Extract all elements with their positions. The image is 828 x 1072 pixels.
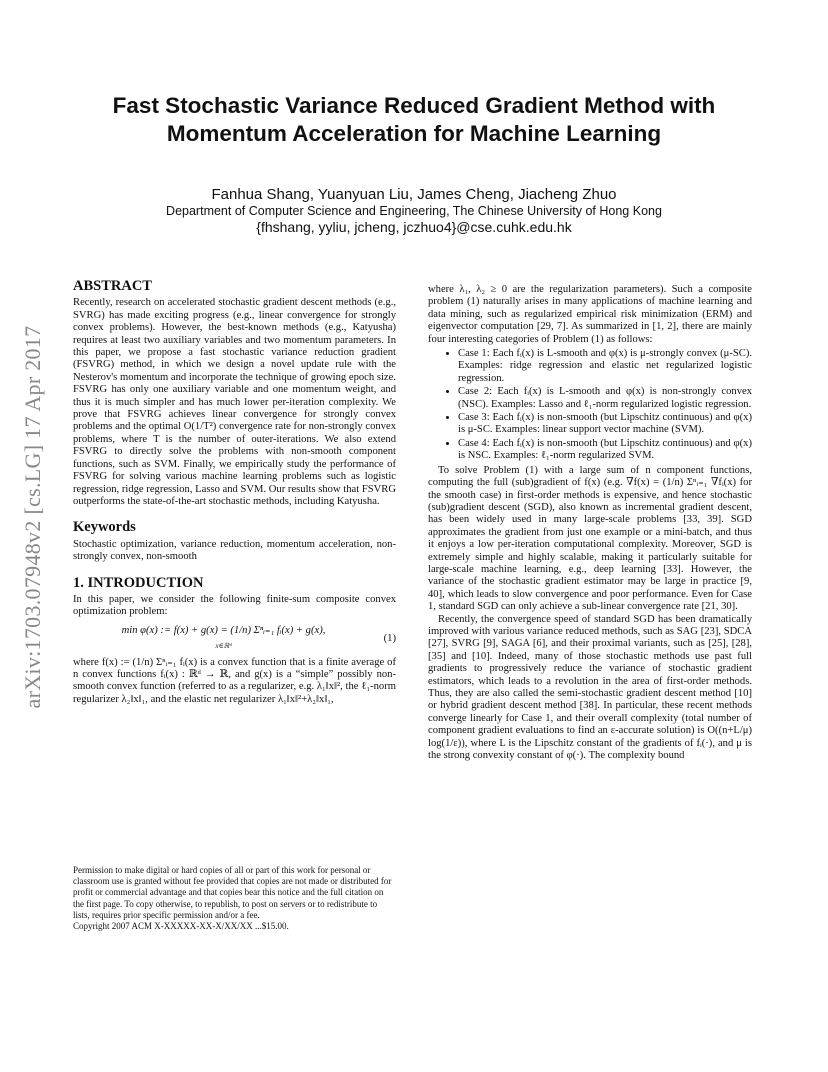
- arxiv-sidebar-stamp: [12, 282, 54, 752]
- right-paragraph-3: Recently, the convergence speed of standard SGD has been dramatically improved with various variance reduced methods, such as SAG [23], SDCA [27], SVRG [9], SAGA [6], and their proximal variants, such as [25], [28], [35] and [10]. Indeed, many of those stochastic methods use past full gradients to progressively reduce the variance of stochastic gradient estimators, which leads to a revolution in the area of first-order methods. Thus, they are also called the semi-stochastic gradient descent method [10] or hybrid gradient descent method [38]. In particular, these recent methods converge linearly for Case 1, and their overall complexity (total number of component gradient evaluations to find an ε-accurate solution) is O((n+L/μ) log(1/ε)), where L is the Lipschitz constant of the gradients of fᵢ(·), and μ is the strong convexity constant of φ(·). The complexity bound: [428, 613, 752, 762]
- copyright-text: Copyright 2007 ACM X-XXXXX-XX-X/XX/XX ...$15.00.: [73, 921, 289, 932]
- equation-1-body: min φ(x) := f(x) + g(x) = (1/n) Σⁿᵢ₌₁ fᵢ(x) + g(x),: [121, 624, 326, 636]
- title-line-2: Momentum Acceleration for Machine Learning: [166, 121, 662, 146]
- authors: Fanhua Shang, Yuanyuan Liu, James Cheng, Jiacheng Zhuo: [211, 186, 617, 203]
- left-column: [73, 280, 396, 706]
- right-paragraph-1: where λ₁, λ₂ ≥ 0 are the regularization parameters). Such a composite problem (1) naturally arises in many applications of machine learning and data mining, such as regularized empirical risk minimization (ERM) and eigenvector computation [29, 7]. As summarized in [1, 2], there are mainly four interesting categories of Problem (1) as follows:: [428, 284, 752, 345]
- paper-title: [40, 92, 788, 148]
- title-line-1: Fast Stochastic Variance Reduced Gradient Method with: [112, 93, 716, 118]
- arxiv-id: arXiv:1703.07948v2 [cs.LG] 17 Apr 2017: [20, 325, 45, 709]
- problem-cases-list: [428, 348, 752, 463]
- equation-1-subscript: x∈ℝᵈ: [215, 642, 232, 651]
- equation-1-number: (1): [383, 632, 396, 644]
- permission-footnote: [73, 865, 396, 932]
- equation-1: [73, 625, 396, 653]
- keywords-text: Stochastic optimization, variance reduction, momentum acceleration, non-strongly convex, non-smooth: [73, 538, 396, 563]
- case-2-item: • Case 2: Each fᵢ(x) is L-smooth and φ(x) is non-strongly convex (NSC). Examples: Lasso and ℓ₁-norm regularized logistic regression.: [458, 386, 752, 411]
- abstract-text: Recently, research on accelerated stochastic gradient descent methods (e.g., SVRG) has made exciting progress (e.g., linear convergence for strongly convex problems). However, the best-known methods (e.g., Katyusha) requires at least two auxiliary variables and two momentum parameters. In this paper, we propose a fast stochastic variance reduction gradient (FSVRG) method, in which we design a novel update rule with the Nesterov's momentum and incorporate the technique of growing epoch size. FSVRG has only one auxiliary variable and one momentum weight, and thus it is much simpler and has much lower per-iteration complexity. We prove that FSVRG achieves linear convergence for strongly convex problems and the optimal O(1/T²) convergence rate for non-strongly convex problems, where T is the number of outer-iterations. We also extend FSVRG to directly solve the problems with non-smooth component functions, such as SVM. Finally, we empirically study the performance of FSVRG for solving various machine learning problems such as logistic regression, ridge regression, Lasso and SVM. Our results show that FSVRG outperforms the state-of-the-art stochastic methods, including Katyusha.: [73, 297, 396, 507]
- intro-paragraph-2: where f(x) := (1/n) Σⁿᵢ₌₁ fᵢ(x) is a convex function that is a finite average of n convex functions fᵢ(x) : ℝᵈ → ℝ, and g(x) is a “simple” possibly non-smooth convex function (referred to as a regularizer, e.g. λ₁‖x‖², the ℓ₁-norm regularizer λ₂‖x‖₁, and the elastic net regularizer λ₁‖x‖²+λ₂‖x‖₁,: [73, 656, 396, 705]
- keywords-heading: Keywords: [73, 519, 136, 536]
- case-1-item: • Case 1: Each fᵢ(x) is L-smooth and φ(x) is μ-strongly convex (μ-SC). Examples: ridge regression and elastic net regularized logistic regression.: [458, 348, 752, 385]
- permission-text: Permission to make digital or hard copies of all or part of this work for personal or classroom use is granted without fee provided that copies are not made or distributed for profit or commercial advantage and that copies bear this notice and the full citation on the first page. To copy otherwise, to republish, to post on servers or to redistribute to lists, requires prior specific permission and/or a fee.: [73, 865, 392, 920]
- abstract-heading: ABSTRACT: [73, 278, 152, 294]
- right-paragraph-2: To solve Problem (1) with a large sum of n component functions, computing the full (sub)gradient of f(x) (e.g. ∇f(x) = (1/n) Σⁿᵢ₌₁ ∇fᵢ(x) for the smooth case) in first-order methods is expensive, and hence stochastic (sub)gradient descent (SGD), also known as incremental gradient descent, has been widely used in many large-scale problems [33, 39]. SGD approximates the gradient from just one example or a mini-batch, and thus it enjoys a low per-iteration computational complexity. Moreover, SGD is extremely simple and highly scalable, making it particularly suitable for large-scale machine learning, e.g., deep learning [33]. However, the variance of the stochastic gradient estimator may be large in practice [9, 40], which leads to slow convergence and poor performance. Even for Case 1, standard SGD can only achieve a sub-linear convergence rate [21, 30].: [428, 464, 752, 613]
- author-emails: {fhshang, yyliu, jcheng, jczhuo4}@cse.cuhk.edu.hk: [256, 219, 572, 235]
- introduction-heading: 1. INTRODUCTION: [73, 574, 204, 591]
- intro-paragraph-1: In this paper, we consider the following finite-sum composite convex optimization problem:: [73, 593, 396, 618]
- case-4-item: • Case 4: Each fᵢ(x) is non-smooth (but Lipschitz continuous) and φ(x) is NSC. Examples: ℓ₁-norm regularized SVM.: [458, 438, 752, 463]
- case-3-item: • Case 3: Each fᵢ(x) is non-smooth (but Lipschitz continuous) and φ(x) is μ-SC. Examples: linear support vector machine (SVM).: [458, 412, 752, 437]
- affiliation: Department of Computer Science and Engineering, The Chinese University of Hong Kong: [166, 204, 662, 218]
- right-column: [428, 284, 752, 762]
